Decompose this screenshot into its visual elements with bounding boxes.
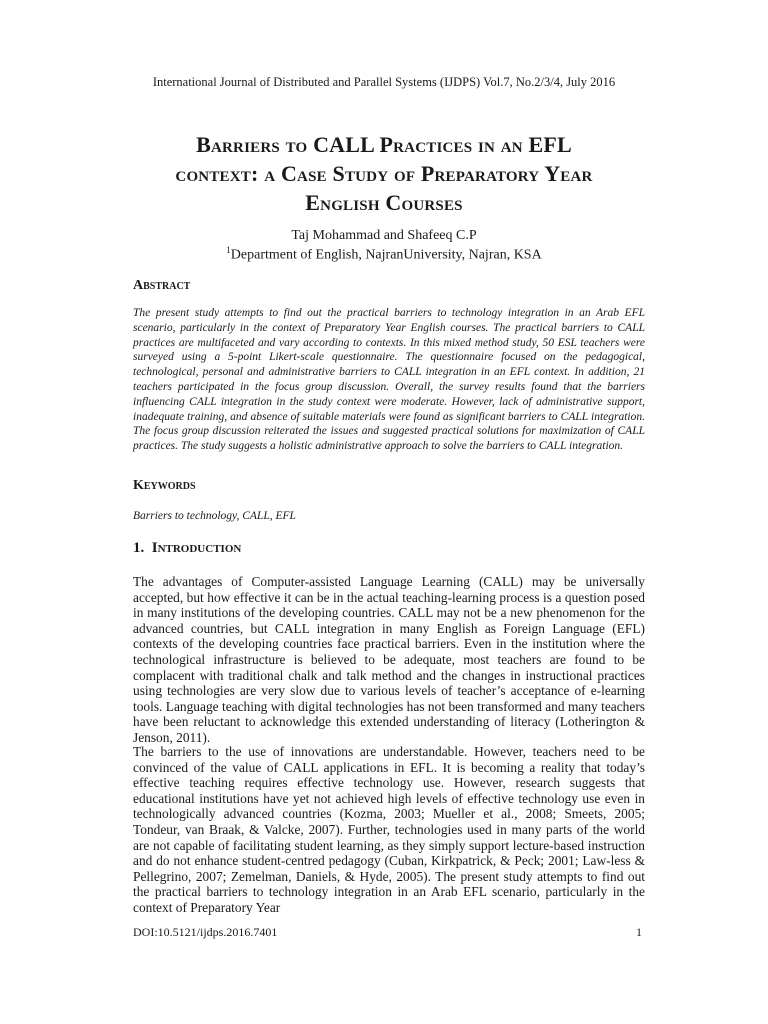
keywords-text: Barriers to technology, CALL, EFL [133,510,296,522]
footer-doi: DOI:10.5121/ijdps.2016.7401 [133,925,278,939]
affiliation-text: Department of English, NajranUniversity, Najran, KSA [230,247,542,263]
journal-header: International Journal of Distributed and Parallel Systems (IJDPS) Vol.7, No.2/3/4, July 2016 [152,75,616,89]
intro-paragraph-2: The barriers to the use of innovations are understandable. However, teachers need to be convinced of the value of CALL applications in EFL. It is becoming a reality that today’s effective teaching requires effective technology use. However, research suggests that educational institutions have yet not achieved high levels of effective technology use even in technologically advanced countries (Kozma, 2003; Mueller et al., 2008; Smeets, 2005; Tondeur, van Braak, & Valcke, 2007). Further, technologies used in many parts of the world are not capable of facilitating student learning, as they simply support lecture-based instruction and do not enhance student-centred pedagogy (Cuban, Kirkpatrick, & Peck; 2001; Law-less & Pellegrino, 2007; Zemelman, Daniels, & Hyde, 2005). The present study attempts to find out the practical barriers to technology integration in an Arab EFL scenario, particularly in the context of Preparatory Year [133,744,645,915]
section-title: Introduction [151,540,242,556]
abstract-text: The present study attempts to find out the practical barriers to technology integration in an Arab EFL scenario, particularly in the context of Preparatory Year English courses. The practical barriers to CALL practices are multifaceted and vary according to contexts. In this mixed method study, 50 ESL teachers were surveyed using a 5-point Likert-scale questionnaire. The questionnaire focused on the pedagogical, technological, personal and administrative barriers to CALL integration in an EFL context. In addition, 21 teachers participated in the focus group discussion. Overall, the survey results found that the barriers influencing CALL integration in the study context were moderate. However, lack of administrative support, inadequate training, and absence of suitable materials were found as significant barriers to CALL integration. The focus group discussion reiterated the issues and suggested practical solutions for maximization of CALL practices. The study suggests a holistic administrative approach to solve the barriers to CALL integration. [133,307,645,453]
affiliation [0,245,768,264]
section-heading-introduction [133,540,241,557]
abstract-heading: Abstract [133,278,191,293]
title-line-2: context: a Case Study of Preparatory Year [175,161,593,186]
intro-paragraph-1: The advantages of Computer-assisted Language Learning (CALL) may be universally accepted, but how effective it can be in the actual teaching-learning process is a question posed in many institutions of the developing countries. CALL may not be a new phenomenon for the advanced countries, but CALL integration in many English as Foreign Language (EFL) contexts of the developing countries face practical barriers. Even in the institution where the technological infrastructure is believed to be adequate, most teachers are found to be complacent with traditional chalk and talk method and the changes in instructional practices using technologies are very slow due to various levels of teacher’s acceptance of e-learning tools. Language teaching with digital technologies has not been transformed and many teachers have been reluctant to acknowledge this extended understanding of literacy (Lotherington & Jenson, 2011). [133,574,645,745]
authors: Taj Mohammad and Shafeeq C.P [291,228,477,243]
page-number: 1 [636,925,642,939]
title-line-3: English Courses [305,190,463,215]
keywords-heading: Keywords [133,478,196,493]
paper-title [0,130,768,217]
affiliation-marker: 1 [226,245,231,255]
section-number: 1. [133,540,145,556]
title-line-1: Barriers to CALL Practices in an EFL [196,132,572,157]
